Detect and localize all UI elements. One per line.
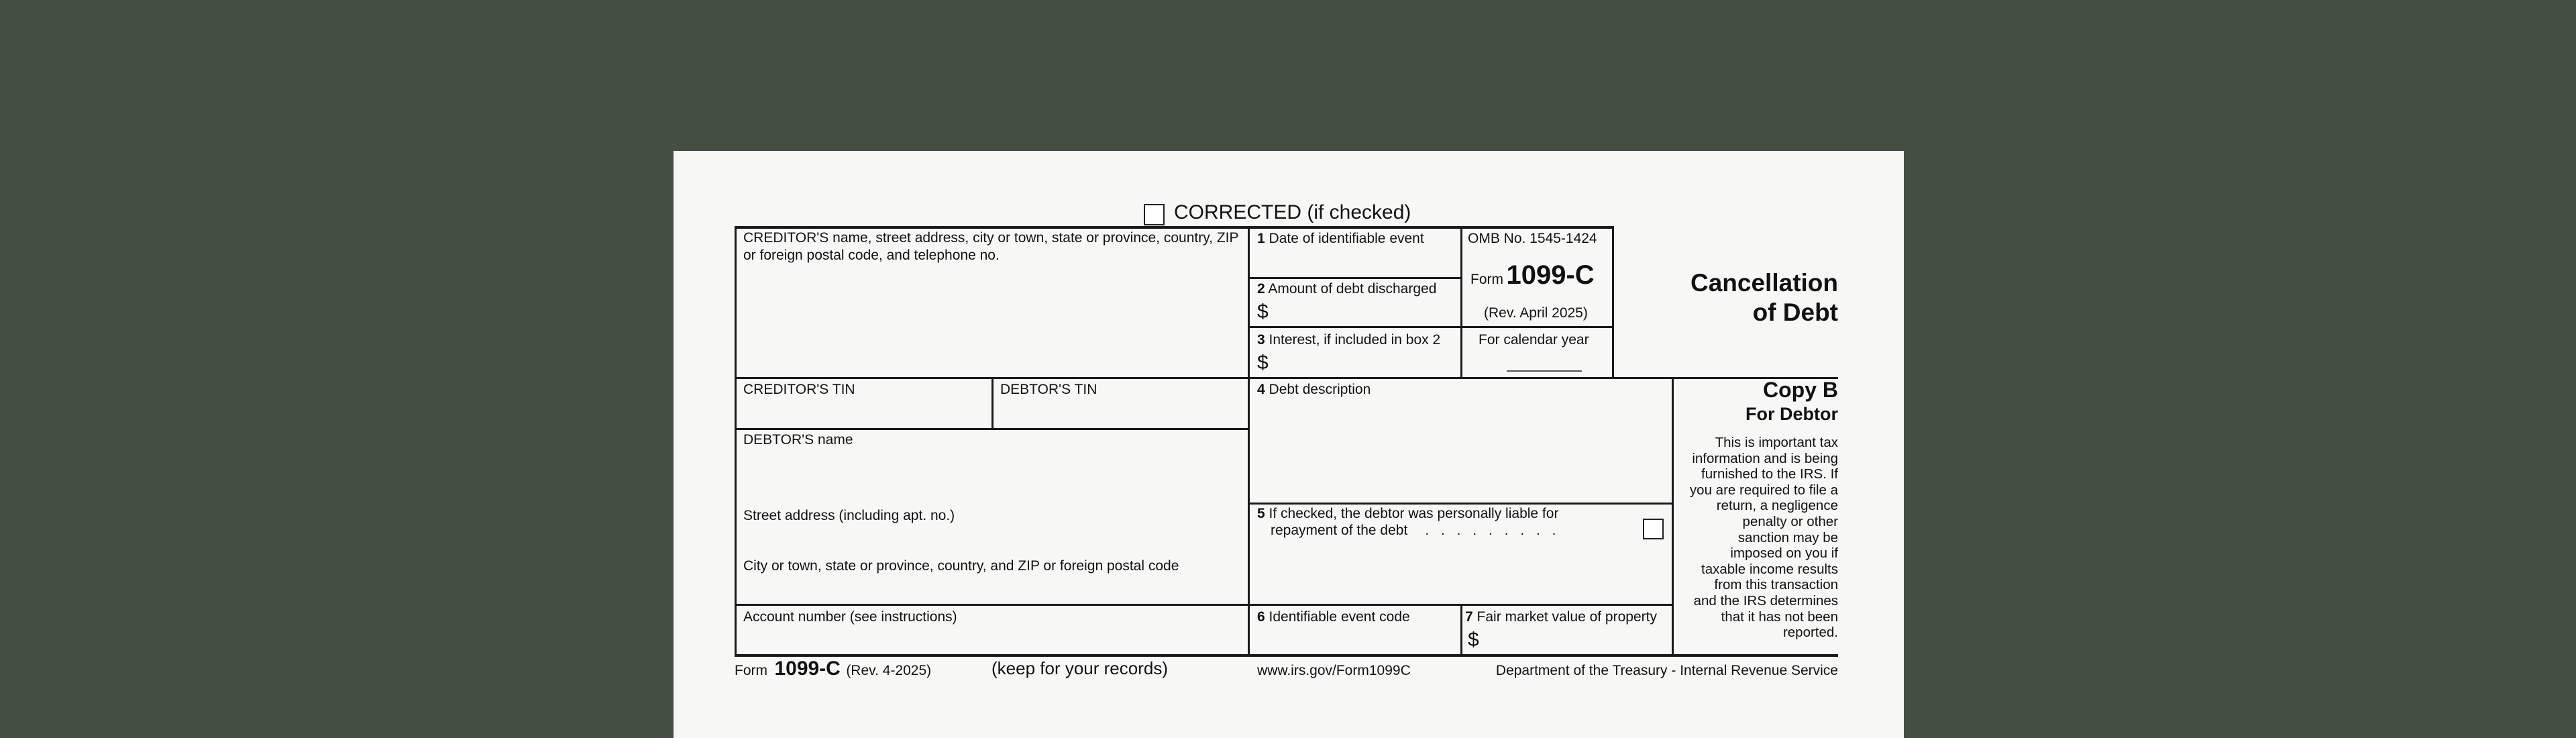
revision: (Rev. April 2025) bbox=[1484, 305, 1588, 321]
form-bottom-border bbox=[735, 654, 1838, 657]
title-line2: of Debt bbox=[1752, 299, 1838, 326]
form-title bbox=[1637, 268, 1838, 327]
notice-line: you are required to file a bbox=[1689, 482, 1838, 498]
notice-line: sanction may be bbox=[1737, 529, 1838, 545]
divider bbox=[991, 377, 994, 429]
debtor-name-field[interactable]: DEBTOR'S name bbox=[743, 432, 853, 447]
city-field[interactable]: City or town, state or province, country, and ZIP or foreign postal code bbox=[743, 558, 1179, 574]
form-left-border bbox=[735, 226, 737, 656]
copy-notice bbox=[1677, 435, 1838, 641]
corrected-checkbox[interactable] bbox=[1144, 204, 1165, 225]
creditor-tin-field[interactable]: CREDITOR'S TIN bbox=[743, 382, 855, 397]
corrected-label: CORRECTED (if checked) bbox=[1174, 201, 1411, 223]
notice-line: return, a negligence bbox=[1716, 498, 1838, 514]
debtor-tin-field[interactable]: DEBTOR'S TIN bbox=[1000, 382, 1097, 397]
street-address-field[interactable]: Street address (including apt. no.) bbox=[743, 508, 955, 523]
box7-currency: $ bbox=[1468, 629, 1479, 651]
divider bbox=[735, 604, 1674, 606]
notice-line: taxable income results bbox=[1701, 561, 1838, 577]
notice-line: This is important tax bbox=[1715, 435, 1838, 450]
calendar-year-field[interactable] bbox=[1507, 370, 1582, 372]
title-line1: Cancellation bbox=[1690, 269, 1838, 297]
divider bbox=[1612, 226, 1614, 378]
box5-label-line2: repayment of the debt . . . . . . . . . bbox=[1271, 523, 1560, 538]
divider bbox=[1460, 604, 1462, 656]
divider bbox=[1248, 277, 1462, 279]
notice-line: reported. bbox=[1782, 625, 1838, 641]
divider bbox=[1248, 226, 1250, 656]
divider bbox=[1248, 326, 1614, 328]
divider bbox=[1460, 226, 1462, 378]
creditor-info-field[interactable]: CREDITOR'S name, street address, city or town, state or province, country, ZIP or foreign postal code, and telephone no. bbox=[743, 230, 1239, 263]
notice-line: furnished to the IRS. If bbox=[1701, 466, 1838, 482]
account-number-field[interactable]: Account number (see instructions) bbox=[743, 609, 957, 625]
divider bbox=[1248, 503, 1674, 505]
calendar-year-label: For calendar year bbox=[1479, 332, 1589, 348]
department: Department of the Treasury - Internal Revenue Service bbox=[1495, 663, 1838, 678]
box5-label: 5 If checked, the debtor was personally liable for bbox=[1257, 506, 1559, 521]
box1-date-field[interactable]: 1 Date of identifiable event bbox=[1257, 231, 1424, 246]
form-id: Form 1099-C bbox=[1470, 260, 1595, 290]
box6-event-code-field[interactable]: 6 Identifiable event code bbox=[1257, 609, 1410, 625]
copy-b-panel bbox=[1677, 377, 1838, 641]
footer-form-id: Form 1099-C (Rev. 4-2025) bbox=[735, 657, 932, 680]
copy-title: Copy B bbox=[1763, 378, 1838, 402]
irs-url[interactable]: www.irs.gov/Form1099C bbox=[1257, 663, 1411, 678]
divider bbox=[1672, 377, 1674, 656]
form-top-border bbox=[735, 226, 1614, 229]
omb-number: OMB No. 1545-1424 bbox=[1468, 231, 1597, 246]
box4-description-field[interactable]: 4 Debt description bbox=[1257, 382, 1371, 397]
box3-interest-field[interactable]: 3 Interest, if included in box 2 bbox=[1257, 332, 1441, 348]
notice-line: from this transaction bbox=[1714, 577, 1838, 593]
notice-line: imposed on you if bbox=[1730, 545, 1838, 562]
box2-currency: $ bbox=[1257, 301, 1269, 323]
notice-line: information and is being bbox=[1692, 450, 1838, 466]
box3-currency: $ bbox=[1257, 352, 1269, 374]
notice-line: penalty or other bbox=[1742, 513, 1838, 529]
notice-line: that it has not been bbox=[1721, 609, 1838, 625]
box7-fmv-field[interactable]: 7 Fair market value of property bbox=[1465, 609, 1657, 625]
box2-amount-field[interactable]: 2 Amount of debt discharged bbox=[1257, 281, 1437, 297]
notice-line: and the IRS determines bbox=[1693, 592, 1838, 609]
keep-records-note: (keep for your records) bbox=[991, 658, 1168, 678]
copy-subtitle: For Debtor bbox=[1746, 404, 1838, 424]
box5-checkbox[interactable] bbox=[1643, 519, 1664, 539]
